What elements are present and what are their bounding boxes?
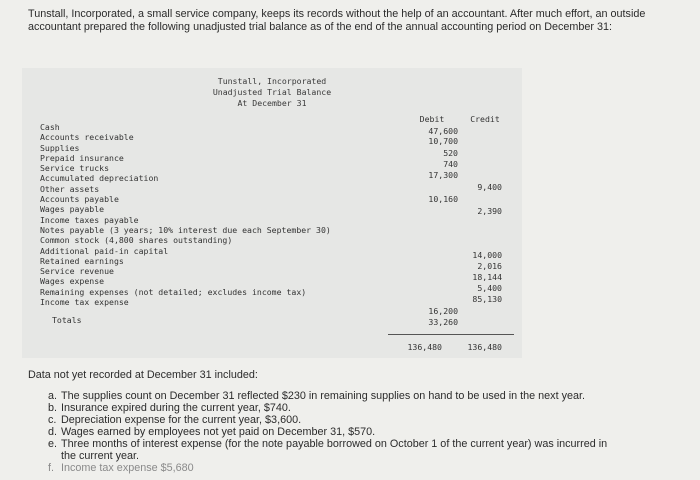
item-label: d. — [48, 426, 58, 438]
account-row: Notes payable (3 years; 10% interest due each September 30) — [40, 224, 331, 235]
debit-value: 10,700 — [428, 136, 458, 146]
account-row: Accounts receivable — [40, 132, 134, 143]
debit-total-rule — [388, 334, 464, 335]
trial-balance-table — [22, 68, 522, 358]
notes-heading: Data not yet recorded at December 31 included: — [28, 369, 258, 381]
account-row: Accumulated depreciation — [40, 173, 159, 184]
trial-balance-heading — [172, 76, 372, 109]
item-text-continued: the current year. — [61, 450, 140, 462]
account-row: Prepaid insurance — [40, 152, 124, 163]
debit-column-header: Debit — [419, 114, 445, 124]
account-row: Common stock (4,800 shares outstanding) — [40, 235, 233, 246]
credit-value: 2,016 — [477, 261, 502, 271]
notes-list — [28, 390, 673, 474]
item-text: Income tax expense $5,680 — [61, 462, 194, 474]
account-row: Accounts payable — [40, 194, 119, 205]
statement-title: Unadjusted Trial Balance — [212, 87, 332, 97]
list-item — [48, 390, 673, 402]
list-item — [48, 462, 673, 474]
account-row: Service trucks — [40, 163, 110, 174]
credit-column-header: Credit — [470, 114, 500, 124]
account-list — [40, 122, 390, 326]
totals-label: Totals — [52, 315, 82, 326]
account-row: Income tax expense — [40, 297, 129, 308]
list-item — [48, 426, 673, 438]
account-row: Service revenue — [40, 266, 114, 277]
account-row: Additional paid-in capital — [40, 245, 169, 256]
item-text: Insurance expired during the current year, $740. — [61, 402, 291, 414]
debit-value: 16,200 — [428, 306, 458, 316]
item-text: Wages earned by employees not yet paid on December 31, $570. — [61, 426, 376, 438]
debit-value: 10,160 — [428, 194, 458, 204]
credit-value: 2,390 — [477, 206, 502, 216]
credit-total: 136,480 — [467, 342, 502, 352]
item-label: a. — [48, 390, 58, 402]
item-label: b. — [48, 402, 58, 414]
account-row: Wages payable — [40, 204, 105, 215]
item-label: e. — [48, 438, 58, 450]
unrecorded-data-section — [28, 369, 673, 474]
item-text: The supplies count on December 31 reflected $230 in remaining supplies on hand to be used in the next year. — [61, 390, 585, 402]
company-name: Tunstall, Incorporated — [217, 76, 327, 86]
debit-total: 136,480 — [407, 342, 442, 352]
item-text: Depreciation expense for the current year, $3,600. — [61, 414, 302, 426]
item-label: f. — [48, 462, 54, 474]
credit-total-rule — [462, 334, 514, 335]
list-item — [48, 414, 673, 426]
account-row: Supplies — [40, 142, 80, 153]
debit-value: 17,300 — [428, 170, 458, 180]
account-row: Cash — [40, 122, 60, 132]
item-text: Three months of interest expense (for the note payable borrowed on October 1 of the current year) was incurred in — [61, 438, 608, 450]
account-row: Remaining expenses (not detailed; excludes income tax) — [40, 286, 307, 297]
credit-value: 18,144 — [472, 272, 502, 282]
account-row: Income taxes payable — [40, 214, 139, 225]
debit-value: 47,600 — [428, 126, 458, 136]
debit-value: 740 — [443, 159, 458, 169]
account-row: Wages expense — [40, 276, 105, 287]
item-label: c. — [48, 414, 57, 426]
debit-value: 520 — [443, 148, 458, 158]
credit-value: 5,400 — [477, 283, 502, 293]
list-item — [48, 438, 673, 462]
statement-date: At December 31 — [237, 98, 307, 108]
credit-value: 85,130 — [472, 294, 502, 304]
credit-value: 9,400 — [477, 182, 502, 192]
list-item — [48, 402, 673, 414]
credit-value: 14,000 — [472, 250, 502, 260]
intro-paragraph: Tunstall, Incorporated, a small service company, keeps its records without the help of an accountant. After much effort, an outside accountant prepared the following unadjusted trial balance as of the end of the annual accounting period on December 31: — [28, 8, 646, 33]
account-row: Other assets — [40, 183, 100, 194]
debit-value: 33,260 — [428, 317, 458, 327]
account-row: Retained earnings — [40, 255, 124, 266]
